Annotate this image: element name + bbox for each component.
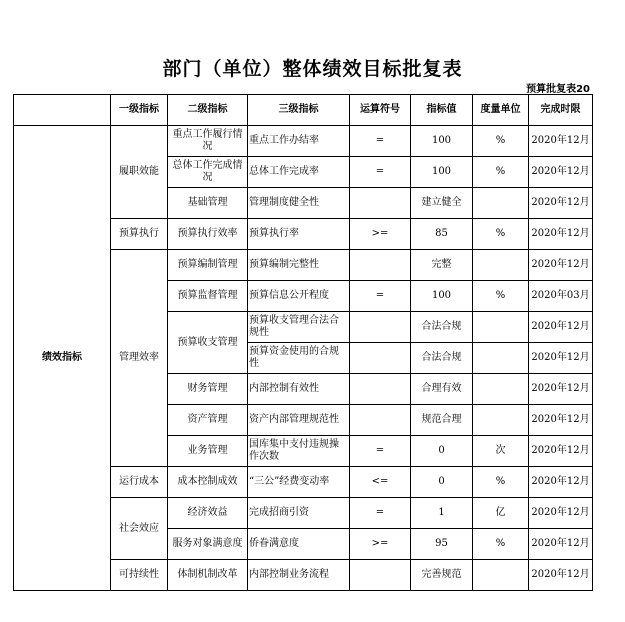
unit-cell [473, 560, 529, 591]
level1-cell: 可持续性 [111, 560, 168, 591]
value-cell: 95 [411, 529, 473, 560]
unit-cell: % [473, 467, 529, 498]
deadline-cell: 2020年12月 [529, 219, 593, 250]
deadline-cell: 2020年12月 [529, 188, 593, 219]
deadline-cell: 2020年03月 [529, 281, 593, 312]
deadline-cell: 2020年12月 [529, 343, 593, 374]
level3-cell: 预算收支管理合法合规性 [248, 312, 350, 343]
page-title: 部门（单位）整体绩效目标批复表 [162, 58, 463, 80]
value-cell: 100 [411, 126, 473, 157]
operator-cell: = [350, 498, 411, 529]
operator-cell [350, 188, 411, 219]
level1-cell: 预算执行 [111, 219, 168, 250]
level2-cell: 体制机制改革 [168, 560, 248, 591]
value-cell: 100 [411, 157, 473, 188]
deadline-cell: 2020年12月 [529, 436, 593, 467]
deadline-cell: 2020年12月 [529, 157, 593, 188]
level3-cell: 预算资金使用的合规性 [248, 343, 350, 374]
operator-cell [350, 405, 411, 436]
level2-cell: 财务管理 [168, 374, 248, 405]
unit-cell: % [473, 529, 529, 560]
unit-cell: % [473, 219, 529, 250]
level1-cell: 管理效率 [111, 250, 168, 467]
operator-cell: >= [350, 529, 411, 560]
unit-cell [473, 343, 529, 374]
level2-cell: 预算收支管理 [168, 312, 248, 374]
operator-cell [350, 374, 411, 405]
unit-cell: % [473, 126, 529, 157]
header-row [14, 95, 593, 126]
value-cell: 0 [411, 467, 473, 498]
level2-cell: 资产管理 [168, 405, 248, 436]
level1-cell: 履职效能 [111, 126, 168, 219]
deadline-cell: 2020年12月 [529, 250, 593, 281]
header-level1: 一级指标 [111, 95, 168, 126]
unit-cell: % [473, 157, 529, 188]
level2-cell: 成本控制成效 [168, 467, 248, 498]
value-cell: 0 [411, 436, 473, 467]
category-column-header [14, 95, 111, 126]
level3-cell: 侨眷满意度 [248, 529, 350, 560]
unit-cell [473, 188, 529, 219]
value-cell: 100 [411, 281, 473, 312]
value-cell: 合法合规 [411, 343, 473, 374]
unit-cell: 次 [473, 436, 529, 467]
level3-cell: 资产内部管理规范性 [248, 405, 350, 436]
unit-cell [473, 405, 529, 436]
value-cell: 85 [411, 219, 473, 250]
table-row [14, 126, 593, 157]
header-value: 指标值 [411, 95, 473, 126]
level2-cell: 重点工作履行情况 [168, 126, 248, 157]
unit-cell: % [473, 281, 529, 312]
deadline-cell: 2020年12月 [529, 529, 593, 560]
level2-cell: 预算编制管理 [168, 250, 248, 281]
level2-cell: 总体工作完成情况 [168, 157, 248, 188]
deadline-cell: 2020年12月 [529, 498, 593, 529]
operator-cell [350, 312, 411, 343]
category-cell: 绩效指标 [14, 126, 111, 591]
operator-cell: = [350, 126, 411, 157]
level3-cell: 预算执行率 [248, 219, 350, 250]
performance-target-table [13, 94, 593, 591]
operator-cell: >= [350, 219, 411, 250]
deadline-cell: 2020年12月 [529, 312, 593, 343]
operator-cell: = [350, 157, 411, 188]
value-cell: 完整 [411, 250, 473, 281]
deadline-cell: 2020年12月 [529, 560, 593, 591]
value-cell: 合法合规 [411, 312, 473, 343]
header-level2: 二级指标 [168, 95, 248, 126]
operator-cell: = [350, 281, 411, 312]
value-cell: 建立健全 [411, 188, 473, 219]
deadline-cell: 2020年12月 [529, 405, 593, 436]
level3-cell: 总体工作完成率 [248, 157, 350, 188]
level3-cell: 内部控制有效性 [248, 374, 350, 405]
level3-cell: 完成招商引资 [248, 498, 350, 529]
header-unit: 度量单位 [473, 95, 529, 126]
header-deadline: 完成时限 [529, 95, 593, 126]
level2-cell: 经济效益 [168, 498, 248, 529]
level2-cell: 服务对象满意度 [168, 529, 248, 560]
operator-cell: = [350, 436, 411, 467]
deadline-cell: 2020年12月 [529, 126, 593, 157]
level2-cell: 预算监督管理 [168, 281, 248, 312]
level1-cell: 社会效应 [111, 498, 168, 560]
level3-cell: 重点工作办结率 [248, 126, 350, 157]
level3-cell: 预算编制完整性 [248, 250, 350, 281]
level1-cell: 运行成本 [111, 467, 168, 498]
header-level3: 三级指标 [248, 95, 350, 126]
unit-cell [473, 374, 529, 405]
value-cell: 完善规范 [411, 560, 473, 591]
level2-cell: 基础管理 [168, 188, 248, 219]
operator-cell [350, 250, 411, 281]
level3-cell: “三公”经费变动率 [248, 467, 350, 498]
level2-cell: 预算执行效率 [168, 219, 248, 250]
value-cell: 1 [411, 498, 473, 529]
level3-cell: 内部控制业务流程 [248, 560, 350, 591]
level3-cell: 管理制度健全性 [248, 188, 350, 219]
level2-cell: 业务管理 [168, 436, 248, 467]
unit-cell [473, 312, 529, 343]
value-cell: 规范合理 [411, 405, 473, 436]
deadline-cell: 2020年12月 [529, 374, 593, 405]
table-number: 预算批复表20 [526, 84, 590, 95]
level3-cell: 国库集中支付违规操作次数 [248, 436, 350, 467]
operator-cell [350, 560, 411, 591]
header-operator: 运算符号 [350, 95, 411, 126]
operator-cell [350, 343, 411, 374]
deadline-cell: 2020年12月 [529, 467, 593, 498]
unit-cell [473, 250, 529, 281]
value-cell: 合理有效 [411, 374, 473, 405]
operator-cell: <= [350, 467, 411, 498]
level3-cell: 预算信息公开程度 [248, 281, 350, 312]
unit-cell: 亿 [473, 498, 529, 529]
